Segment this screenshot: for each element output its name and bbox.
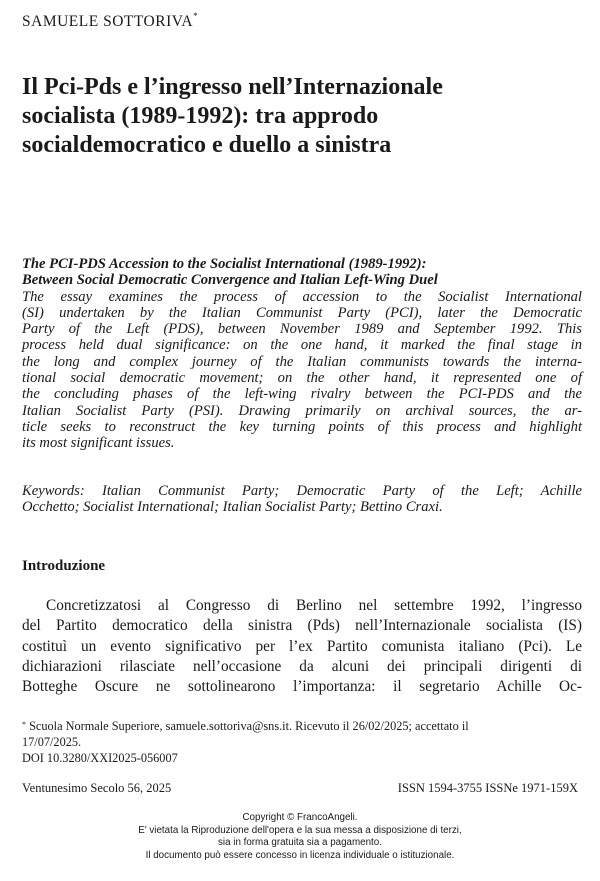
abstract <box>22 256 582 452</box>
footnote <box>22 718 582 766</box>
abstract-line: The essay examines the process of accession to the Socialist International <box>22 288 582 305</box>
keywords-line: Keywords: Italian Communist Party; Democratic Party of the Left; Achille <box>22 483 582 499</box>
title-line: socialista (1989-1992): tra approdo <box>22 103 379 129</box>
body-line: costituì un evento significativo per l’ex Partito comunista italiano (Pci). Le <box>22 637 582 655</box>
footnote-affiliation: Scuola Normale Superiore, samuele.sottoriva@sns.it. Ricevuto il 26/02/2025; accettato il <box>26 719 469 733</box>
author-footnote-mark: * <box>193 11 199 21</box>
title-line: Il Pci-Pds e l’ingresso nell’Internazionale <box>22 74 443 100</box>
footnote-line: 17/07/2025. <box>22 735 82 749</box>
article-title <box>22 73 582 160</box>
doi: DOI 10.3280/XXI2025-056007 <box>22 751 178 765</box>
copyright-notice <box>0 812 600 862</box>
body-line: Botteghe Oscure ne sottolinearono l’importanza: il segretario Achille Oc- <box>22 678 582 696</box>
author-name <box>22 13 198 31</box>
issn: ISSN 1594-3755 ISSNe 1971-159X <box>397 781 578 795</box>
abstract-line: tional social democratic movement; on the other hand, it represented one of <box>22 370 582 387</box>
abstract-title-line: Between Social Democratic Convergence and Italian Left-Wing Duel <box>22 272 438 289</box>
abstract-line: the concluding phases of the left-wing rivalry between the PCI-PDS and the <box>22 386 582 403</box>
body-line: Concretizzatosi al Congresso di Berlino nel settembre 1992, l’ingresso <box>46 597 582 614</box>
journal-citation: Ventunesimo Secolo 56, 2025 <box>22 781 172 795</box>
footnote-line <box>22 718 582 734</box>
keywords <box>22 483 582 516</box>
copyright-line: sia in forma gratuita sia a pagamento. <box>218 837 382 849</box>
body-line: dichiarazioni rilasciate nell’occasione da alcuni dei principali dirigenti di <box>22 657 582 675</box>
body-line: del Partito democratico della sinistra (Pds) nell’Internazionale socialista (IS) <box>22 617 582 635</box>
title-line: socialdemocratico e duello a sinistra <box>22 132 392 158</box>
introduction-paragraph <box>22 596 582 697</box>
abstract-title-line: The PCI-PDS Accession to the Socialist International (1989-1992): <box>22 256 427 272</box>
abstract-line: process held dual significance: on the one hand, it marked the final stage in <box>22 337 582 354</box>
footnote-mark: * <box>22 720 26 729</box>
abstract-line: Italian Socialist Party (PSI). Drawing primarily on archival sources, the ar- <box>22 402 582 419</box>
copyright-line: E' vietata la Riproduzione dell'opera e la sua messa a disposizione di terzi, <box>138 824 462 836</box>
copyright-line: Il documento può essere concesso in licenza individuale o istituzionale. <box>145 849 455 861</box>
abstract-line: (SI) undertaken by the Italian Communist Party (PCI), later the Democratic <box>22 304 582 321</box>
keywords-line: Occhetto; Socialist International; Italian Socialist Party; Bettino Craxi. <box>22 499 443 516</box>
copyright-line: Copyright © FrancoAngeli. <box>242 812 358 823</box>
section-heading: Introduzione <box>22 558 106 574</box>
abstract-line: ticle seeks to reconstruct the key turning points of this process and highlight <box>22 418 582 435</box>
abstract-line: the long and complex journey of the Italian communists towards the interna- <box>22 353 582 370</box>
abstract-line: Party of the Left (PDS), between November 1989 and September 1992. This <box>22 321 582 338</box>
author-name-text: SAMUELE SOTTORIVA <box>22 13 194 30</box>
abstract-line: its most significant issues. <box>22 435 175 452</box>
